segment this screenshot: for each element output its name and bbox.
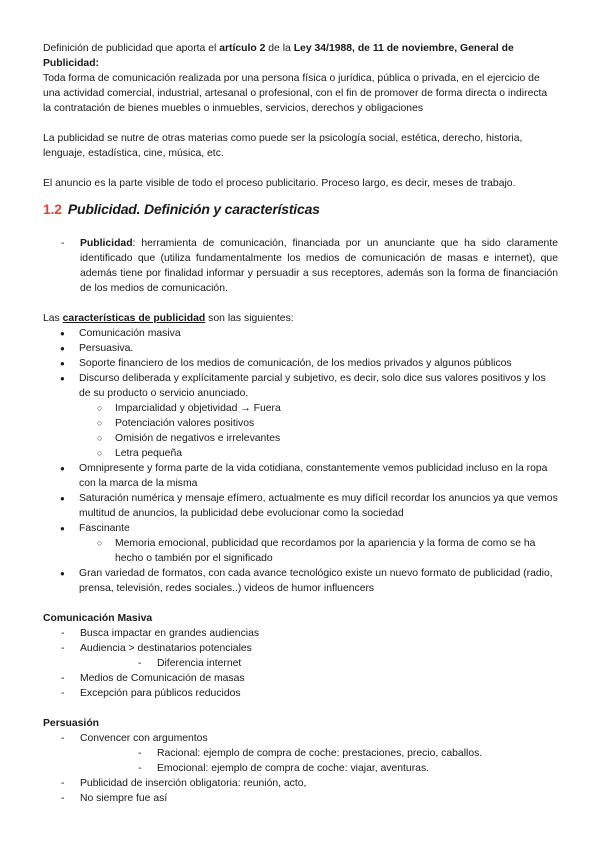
intro-paragraph-2: La publicidad se nutre de otras materias como puede ser la psicología social, estética, derecho, historia, lenguaje, estadística, cine, música, etc. xyxy=(43,133,523,159)
masiva-subitem-text: Diferencia internet xyxy=(157,658,242,669)
masiva-title: Comunicación Masiva xyxy=(43,613,153,624)
masiva-item-text: Audiencia > destinatarios potenciales xyxy=(80,643,252,654)
bullet-marker: ● xyxy=(60,494,65,503)
dash-marker: - xyxy=(61,643,65,654)
persuasion-item-text: Convencer con argumentos xyxy=(80,733,208,744)
sub-list-item xyxy=(43,446,558,461)
dash-marker: - xyxy=(61,238,65,249)
definition-term: Publicidad xyxy=(80,238,133,249)
dash-marker: - xyxy=(138,763,142,774)
dash-marker: - xyxy=(138,748,142,759)
list-item xyxy=(43,356,558,371)
dash-marker: - xyxy=(61,628,65,639)
persuasion-subitem xyxy=(43,761,558,776)
masiva-item-text: Medios de Comunicación de masas xyxy=(80,673,245,684)
list-item-text: Saturación numérica y mensaje efímero, actualmente es muy difícil recordar los anuncios ya que vemos multitud de anuncios, la publicidad debe evolucionar como la sociedad xyxy=(79,493,558,519)
sub-list-item-text: Omisión de negativos e irrelevantes xyxy=(115,433,281,444)
list-item xyxy=(43,566,558,596)
intro-paragraph-1 xyxy=(43,41,558,71)
list-item xyxy=(43,326,558,341)
sub-list-item xyxy=(43,416,558,431)
intro-definition-body: Toda forma de comunicación realizada por una persona física o jurídica, pública o privada, en el ejercicio de una actividad comercial, industrial, artesanal o profesional, con el fin de promover de forma directa o indirecta la contratación de bienes muebles o inmuebles, servicios, derechos y obligaciones xyxy=(43,73,548,114)
list-item-text: Comunicación masiva xyxy=(79,328,181,339)
list-item-text: Discurso deliberada y explícitamente parcial y subjetivo, es decir, solo dice sus valores positivos y los de su producto o servicio anunciado. xyxy=(79,373,546,399)
list-item-text: Gran variedad de formatos, con cada avance tecnológico existe un nuevo formato de publicidad (radio, prensa, televisión, redes sociales..) videos de humor influencers xyxy=(79,568,553,594)
bullet-marker: ● xyxy=(60,329,65,338)
sub-list-item-text: Imparcialidad y objetividad → Fuera xyxy=(115,403,281,414)
persuasion-subitem-text: Racional: ejemplo de compra de coche: prestaciones, precio, caballos. xyxy=(157,748,483,759)
dash-marker: - xyxy=(61,673,65,684)
dash-marker: - xyxy=(61,733,65,744)
document-page xyxy=(43,41,558,806)
section-title: Publicidad. Definición y características xyxy=(67,201,320,217)
list-item xyxy=(43,521,558,536)
circle-marker: ○ xyxy=(97,418,103,428)
list-item-text: Omnipresente y forma parte de la vida cotidiana, constantemente vemos publicidad incluso en la ropa con la marca de la misma xyxy=(79,463,548,489)
sub-list-item-text: Memoria emocional, publicidad que recordamos por la apariencia y la forma de como se ha hecho o también por el significado xyxy=(115,538,536,564)
masiva-item xyxy=(43,671,558,686)
definition-text: : herramienta de comunicación, financiada por un anunciante que ha sido claramente identificado que (utiliza fundamentalmente los medios de comunicación de masas e internet), que además tiene por finalidad informar y persuadir a sus receptores, además son la forma de financiación de los medios de comunicación. xyxy=(80,238,558,294)
section-heading xyxy=(43,200,558,218)
circle-marker: ○ xyxy=(97,433,103,443)
sub-list-item xyxy=(43,431,558,446)
list-item xyxy=(43,341,558,356)
sub-list-item xyxy=(43,536,558,566)
bullet-marker: ● xyxy=(60,374,65,383)
masiva-item xyxy=(43,641,558,656)
list-item-text: Persuasiva. xyxy=(79,343,134,354)
intro-text: de la xyxy=(265,43,294,54)
intro-text: Definición de publicidad que aporta el xyxy=(43,43,220,54)
list-item xyxy=(43,461,558,491)
bullet-marker: ● xyxy=(60,569,65,578)
sub-list-item-text: Letra pequeña xyxy=(115,448,183,459)
list-item xyxy=(43,491,558,521)
persuasion-subitem-text: Emocional: ejemplo de compra de coche: viajar, aventuras. xyxy=(157,763,430,774)
masiva-item xyxy=(43,686,558,701)
circle-marker: ○ xyxy=(97,538,103,548)
masiva-item-text: Busca impactar en grandes audiencias xyxy=(80,628,260,639)
masiva-item-text: Excepción para públicos reducidos xyxy=(80,688,241,699)
definition-item xyxy=(43,236,558,296)
bullet-marker: ● xyxy=(60,524,65,533)
persuasion-subitem xyxy=(43,746,558,761)
masiva-item xyxy=(43,626,558,641)
intro-paragraph-3: El anuncio es la parte visible de todo el proceso publicitario. Proceso largo, es decir, meses de trabajo. xyxy=(43,178,516,189)
persuasion-item xyxy=(43,731,558,746)
list-item-text: Soporte financiero de los medios de comunicación, de los medios privados y algunos públicos xyxy=(79,358,512,369)
bullet-marker: ● xyxy=(60,359,65,368)
lead-text: Las xyxy=(43,313,63,324)
dash-marker: - xyxy=(61,793,65,804)
dash-marker: - xyxy=(138,658,142,669)
bullet-marker: ● xyxy=(60,344,65,353)
dash-marker: - xyxy=(61,688,65,699)
persuasion-title: Persuasión xyxy=(43,718,100,729)
persuasion-item xyxy=(43,776,558,791)
persuasion-item xyxy=(43,791,558,806)
circle-marker: ○ xyxy=(97,403,103,413)
persuasion-item-text: Publicidad de inserción obligatoria: reunión, acto, xyxy=(80,778,307,789)
dash-marker: - xyxy=(61,778,65,789)
bullet-marker: ● xyxy=(60,464,65,473)
lead-emphasis: características de publicidad xyxy=(62,313,206,324)
sub-list-item xyxy=(43,401,558,416)
intro-law: Ley 34/1988, de 11 de noviembre, General de Publicidad: xyxy=(43,43,514,69)
intro-article: artículo 2 xyxy=(219,43,266,54)
list-item xyxy=(43,371,558,401)
masiva-subitem xyxy=(43,656,558,671)
circle-marker: ○ xyxy=(97,448,103,458)
lead-text: son las siguientes: xyxy=(205,313,294,324)
persuasion-item-text: No siempre fue así xyxy=(80,793,168,804)
section-number: 1.2 xyxy=(43,201,62,217)
sub-list-item-text: Potenciación valores positivos xyxy=(115,418,255,429)
list-item-text: Fascinante xyxy=(79,523,130,534)
characteristics-lead xyxy=(43,311,558,326)
